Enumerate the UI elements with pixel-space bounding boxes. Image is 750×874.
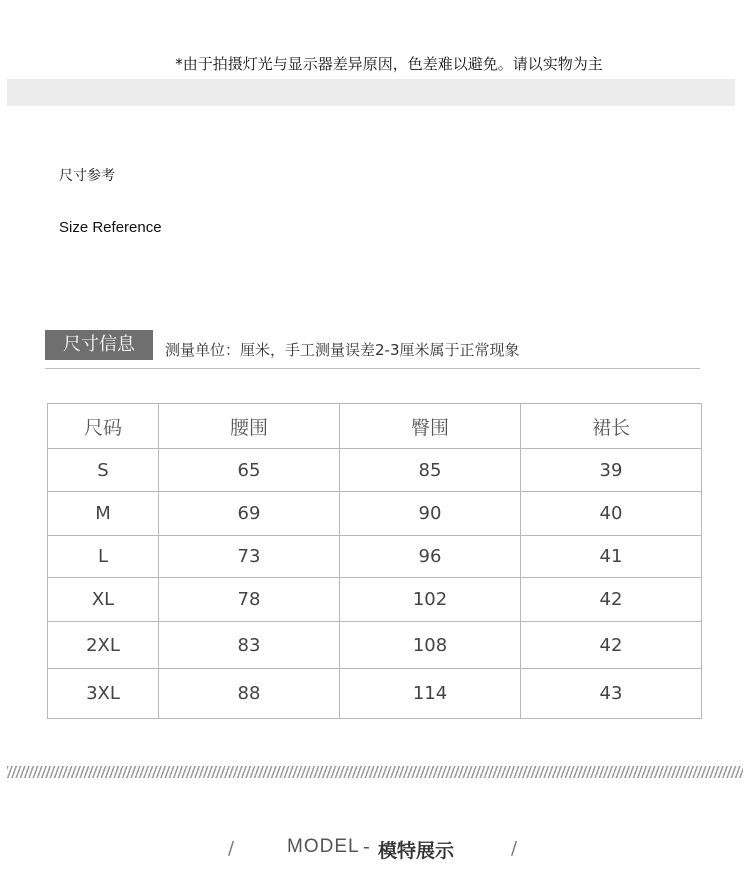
header-hip: 臀围 — [340, 404, 521, 449]
cell-skirt-length: 41 — [521, 536, 702, 578]
model-label-en: MODEL — [287, 836, 360, 857]
table-header-row — [48, 404, 702, 449]
hatched-divider — [7, 766, 743, 778]
cell-hip: 96 — [340, 536, 521, 578]
cell-waist: 88 — [159, 669, 340, 719]
model-label-cn: 模特展示 — [378, 840, 455, 862]
cell-waist: 83 — [159, 622, 340, 669]
table-row — [48, 536, 702, 578]
section-title-cn: 尺寸参考 — [59, 168, 115, 184]
table-row — [48, 578, 702, 622]
cell-hip: 114 — [340, 669, 521, 719]
table-row — [48, 492, 702, 536]
cell-size: 2XL — [48, 622, 159, 669]
header-waist: 腰围 — [159, 404, 340, 449]
cell-size: S — [48, 449, 159, 492]
gray-band — [7, 79, 735, 106]
slash-left: / — [228, 838, 235, 859]
table-row — [48, 449, 702, 492]
cell-size: M — [48, 492, 159, 536]
cell-size: L — [48, 536, 159, 578]
cell-size: 3XL — [48, 669, 159, 719]
table-row — [48, 622, 702, 669]
cell-size: XL — [48, 578, 159, 622]
header-size: 尺码 — [48, 404, 159, 449]
cell-waist: 65 — [159, 449, 340, 492]
model-section-header — [0, 836, 750, 862]
model-dash: - — [363, 836, 370, 858]
cell-skirt-length: 43 — [521, 669, 702, 719]
cell-skirt-length: 39 — [521, 449, 702, 492]
slash-right: / — [511, 838, 518, 859]
cell-hip: 90 — [340, 492, 521, 536]
cell-waist: 69 — [159, 492, 340, 536]
cell-waist: 73 — [159, 536, 340, 578]
table-row — [48, 669, 702, 719]
cell-skirt-length: 42 — [521, 578, 702, 622]
cell-skirt-length: 42 — [521, 622, 702, 669]
disclaimer-text: *由于拍摄灯光与显示器差异原因，色差难以避免。请以实物为主 — [175, 55, 603, 73]
header-skirt-length: 裙长 — [521, 404, 702, 449]
size-info-header — [45, 330, 700, 369]
cell-skirt-length: 40 — [521, 492, 702, 536]
cell-hip: 102 — [340, 578, 521, 622]
cell-waist: 78 — [159, 578, 340, 622]
size-table — [47, 403, 702, 719]
measurement-note: 测量单位：厘米，手工测量误差2-3厘米属于正常现象 — [165, 341, 520, 359]
section-title-en: Size Reference — [59, 219, 162, 236]
cell-hip: 108 — [340, 622, 521, 669]
cell-hip: 85 — [340, 449, 521, 492]
size-info-badge: 尺寸信息 — [45, 330, 153, 360]
